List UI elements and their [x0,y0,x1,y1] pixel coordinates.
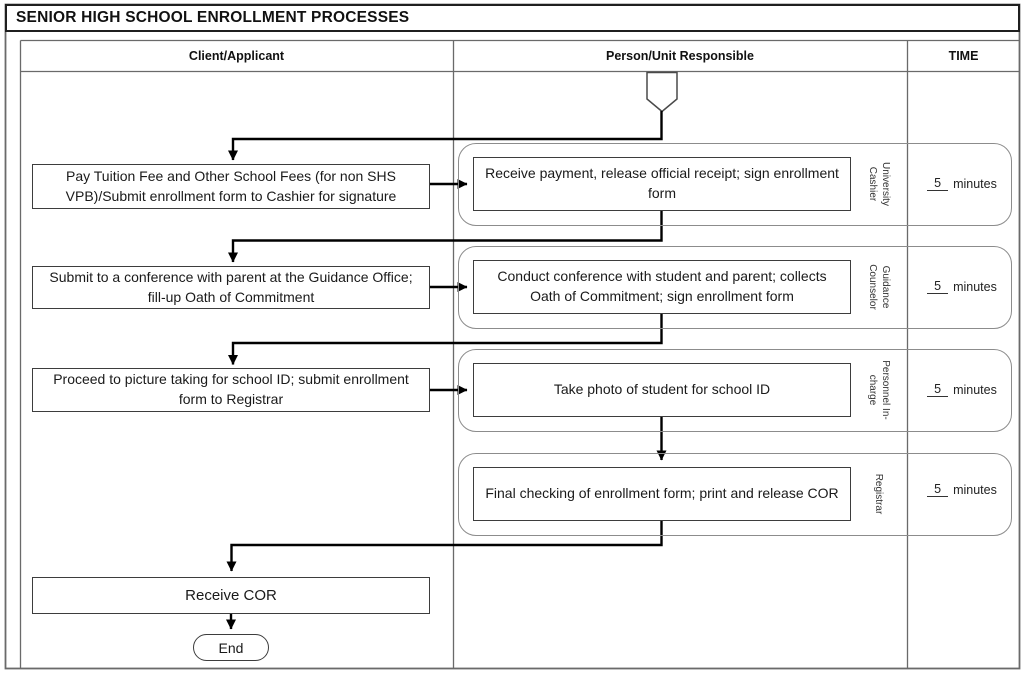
column-header-client-label: Client/Applicant [188,49,285,63]
start-offpage-connector-shape [647,73,677,112]
time-unit-1: minutes [953,176,997,191]
responsible-step-4: Final checking of enrollment form; print and release COR [473,467,851,521]
client-step-2: Submit to a conference with parent at the Guidance Office; fill-up Oath of Commitment [32,266,430,309]
unit-label-university-cashier: University Cashier [867,162,891,206]
responsible-step-3: Take photo of student for school ID [473,363,851,417]
column-header-time [907,41,1020,71]
column-header-responsible [453,41,907,71]
time-unit-4: minutes [953,482,997,497]
time-value-2: 5 [927,279,948,294]
time-entry-1 [912,175,1012,192]
column-header-responsible-label: Person/Unit Responsible [606,49,754,63]
time-entry-2 [912,278,1012,295]
client-step-receive-cor: Receive COR [32,577,430,614]
page-title: SENIOR HIGH SCHOOL ENROLLMENT PROCESSES [16,9,410,26]
client-step-3: Proceed to picture taking for school ID; submit enrollment form to Registrar [32,368,430,412]
time-value-1: 5 [927,176,948,191]
column-header-time-label: TIME [948,49,979,63]
table-grid [6,5,1020,669]
time-unit-2: minutes [953,279,997,294]
unit-label-guidance-counselor: Guidance Counselor [867,264,891,310]
client-step-1: Pay Tuition Fee and Other School Fees (for non SHS VPB)/Submit enrollment form to Cashier for signature [32,164,430,209]
responsible-step-2: Conduct conference with student and parent; collects Oath of Commitment; sign enrollment form [473,260,851,314]
time-value-3: 5 [927,382,948,397]
time-unit-3: minutes [953,382,997,397]
column-header-client [20,41,453,71]
page-title-box [5,4,1020,32]
time-entry-3 [912,381,1012,398]
unit-label-personnel-in-charge: Personnel In- charge [867,360,891,420]
unit-label-registrar: Registrar [873,473,885,515]
time-value-4: 5 [927,482,948,497]
time-entry-4 [912,481,1012,498]
table-outer-border [6,5,1020,669]
responsible-step-1: Receive payment, release official receipt; sign enrollment form [473,157,851,211]
end-terminator: End [193,634,269,661]
